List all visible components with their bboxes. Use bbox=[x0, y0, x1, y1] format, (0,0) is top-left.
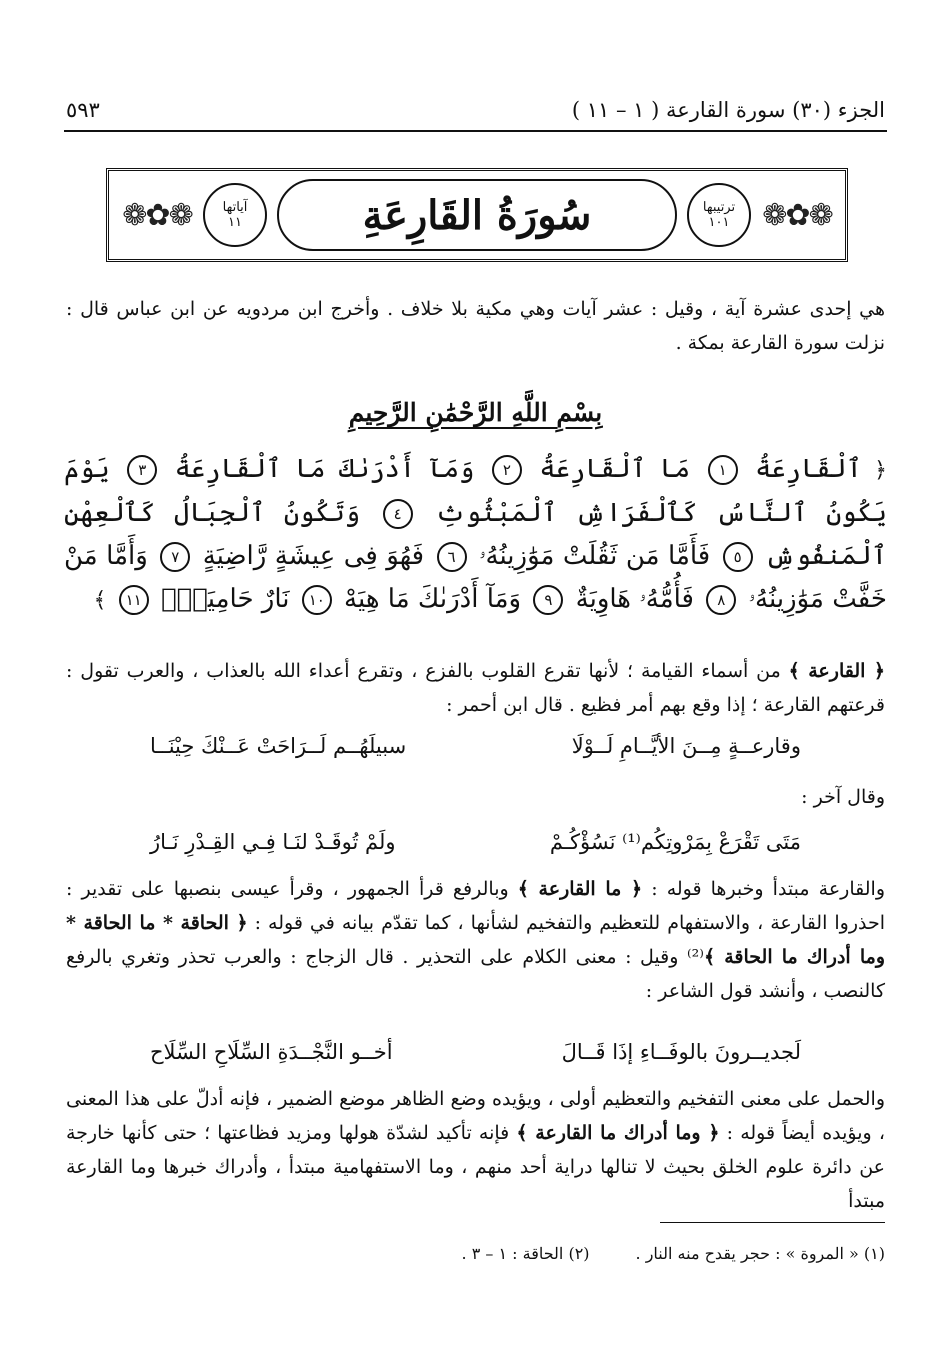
verse-first-hemistich: لَجديــرونَ بالوفَــاءِ إذَا قَــالَ bbox=[561, 1040, 801, 1064]
ayah-number-marker: ٦ bbox=[437, 542, 467, 572]
commentary-paragraph-1 bbox=[66, 654, 885, 722]
footnote-1: (١) « المروة » : حجر يقدح منه النار . bbox=[635, 1244, 885, 1263]
footnote-2: (٢) الحاقة : ١ – ٣ . bbox=[461, 1244, 590, 1263]
term-quote: ﴿ القارعة ﴾ bbox=[788, 660, 885, 682]
term-quote: ﴿ الحاقة * ما الحاقة * وما أدراك ما الحاقة ﴾ bbox=[66, 912, 885, 968]
ayah-number-marker: ٣ bbox=[127, 455, 157, 485]
ayah-number-marker: ٤ bbox=[383, 499, 413, 529]
arabesque-ornament-icon: ❁✿❁ bbox=[122, 197, 192, 233]
verses-medallion bbox=[203, 183, 267, 247]
ayah-text: وَأَمَّا مَنْ خَفَّتْ مَوَٰزِينُهُۥ bbox=[64, 541, 887, 614]
ayah-number-marker: ٢ bbox=[492, 455, 522, 485]
poetry-verse-2 bbox=[150, 830, 801, 862]
verse-second-hemistich: أخــو النَّجْــدَةِ السِّلَاحِ السِّلَاح bbox=[150, 1040, 393, 1064]
order-value: ١٠١ bbox=[708, 215, 730, 230]
ayah-text: ٱلْقَارِعَةُ bbox=[741, 454, 862, 484]
ayah-text: وَمَآ أَدْرَىٰكَ مَا هِيَهْ bbox=[335, 584, 522, 614]
verse-second-hemistich: ولَمْ تُوقَـدْ لنَـا فِـي القِـدْرِ نَـارُ bbox=[150, 830, 396, 854]
ornate-bracket-close: ﴾ bbox=[93, 588, 107, 613]
commentary-paragraph-3 bbox=[66, 1082, 885, 1218]
surah-title-cartouche bbox=[277, 179, 677, 251]
arabesque-ornament-icon: ❁✿❁ bbox=[762, 197, 832, 233]
ayah-text: فَأُمُّهُۥ هَاوِيَةٌ bbox=[567, 584, 694, 614]
ayah-text: يَوْمَ يَكُونُ ٱلنَّاسُ كَٱلْفَرَاشِ ٱلْمَبْثُوثِ bbox=[64, 454, 888, 528]
paragraph-text: ⁽²⁾ وقيل : معنى الكلام على التحذير . قال الزجاج : والعرب تحذر وتغري بالرفع كالنصب ، وأنشد قول الشاعر : bbox=[66, 946, 885, 1002]
ayah-text: مَا ٱلْقَارِعَةُ bbox=[525, 454, 691, 484]
paragraph-text: فإنه تأكيد لشدّة هولها ومزيد فظاعتها ؛ حتى كأنها خارجة عن دائرة علوم الخلق بحيث لا تنالها دراية أحد منهم ، وما الاستفهامية مبتدأ ، وأدراك خبرها وما القارعة مبتدأ bbox=[66, 1122, 885, 1212]
ayah-number-marker: ٨ bbox=[706, 585, 736, 615]
ayah-number-marker: ٥ bbox=[723, 542, 753, 572]
ayah-number-marker: ١٠ bbox=[302, 585, 332, 615]
surah-banner bbox=[106, 168, 848, 262]
other-said-line: وقال آخر : bbox=[801, 786, 885, 808]
intro-paragraph: هي إحدى عشرة آية ، وقيل : عشر آيات وهي مكية بلا خلاف . وأخرج ابن مردويه عن ابن عباس قال : نزلت سورة القارعة بمكة . bbox=[66, 298, 885, 354]
footnotes bbox=[66, 1244, 885, 1272]
term-quote: ﴿ وما أدراك ما القارعة ﴾ bbox=[516, 1122, 720, 1144]
ayah-text: فَهُوَ فِى عِيشَةٍ رَّاضِيَةٍ bbox=[194, 541, 425, 571]
ayah-number-marker: ٩ bbox=[533, 585, 563, 615]
verses-value: ١١ bbox=[228, 215, 242, 230]
page-number: ٥٩٣ bbox=[66, 98, 100, 122]
footnote-rule bbox=[660, 1222, 885, 1223]
paragraph-text: والحمل على معنى التفخيم والتعظيم أولى ، ويؤيده وضع الظاهر موضع الضمير ، فإنه أدلّ على هذا المعنى ، ويؤيده أيضاً قوله : bbox=[66, 1088, 886, 1144]
running-header bbox=[66, 98, 885, 126]
term-quote: ﴿ ما القارعة ﴾ bbox=[517, 878, 643, 900]
basmala: بِسْمِ اللَّهِ الرَّحْمَٰنِ الرَّحِيمِ bbox=[348, 398, 603, 427]
paragraph-text: وبالرفع قرأ الجمهور ، وقرأ عيسى بنصبها على تقدير : احذروا القارعة ، والاستفهام للتعظيم والتفخيم لشأنها ، كما تقدّم بيانه في قوله : bbox=[66, 878, 885, 934]
surah-name: سُورَةُ القَارِعَةِ bbox=[362, 191, 592, 239]
ornate-bracket-open: ﴿ bbox=[861, 458, 888, 483]
order-label: ترتيبها bbox=[702, 200, 736, 215]
order-medallion bbox=[687, 183, 751, 247]
ayah-text: فَأَمَّا مَن ثَقُلَتْ مَوَٰزِينُهُۥ bbox=[470, 541, 711, 571]
poetry-verse-3 bbox=[150, 1040, 801, 1072]
verse-second-hemistich: سبيلَهُــم لَــرَاحَتْ عَــنْكَ حِيْنَــا bbox=[150, 734, 407, 758]
ayah-text: نَارٌ حَامِيَةٌۢ bbox=[152, 584, 290, 614]
ayah-number-marker: ١ bbox=[708, 455, 738, 485]
ayah-number-marker: ١١ bbox=[119, 585, 149, 615]
verses-label: آياتها bbox=[222, 200, 248, 215]
ayah-text: وَتَكُونُ ٱلْجِبَالُ كَٱلْعِهْنِ ٱلْمَنفُوشِ bbox=[64, 498, 888, 571]
header-rule bbox=[64, 130, 887, 132]
ayah-text: وَمَآ أَدْرَىٰكَ مَا ٱلْقَارِعَةُ bbox=[161, 454, 475, 484]
poetry-verse-1 bbox=[150, 734, 801, 766]
quran-text bbox=[64, 448, 887, 622]
commentary-paragraph-2 bbox=[66, 872, 885, 1008]
paragraph-text: من أسماء القيامة ؛ لأنها تقرع القلوب بالفزع ، وتقرع أعداء الله بالعذاب ، والعرب تقول : قرعتهم القارعة ؛ إذا وقع بهم أمر فظيع . قال ابن أحمر : bbox=[66, 660, 885, 716]
paragraph-text: والقارعة مبتدأ وخبرها قوله : bbox=[642, 878, 885, 900]
header-title: الجزء (٣٠) سورة القارعة ( ١ – ١١ ) bbox=[571, 98, 885, 122]
ayah-number-marker: ٧ bbox=[160, 542, 190, 572]
verse-first-hemistich: مَتَى تَقْرَعْ بِمَرْوتِكُم⁽¹⁾ نَسُؤْكُـمْ bbox=[549, 830, 801, 854]
verse-first-hemistich: وقارعــةٍ مِــنَ الأيَّــامِ لَــوْلَا bbox=[571, 734, 801, 758]
